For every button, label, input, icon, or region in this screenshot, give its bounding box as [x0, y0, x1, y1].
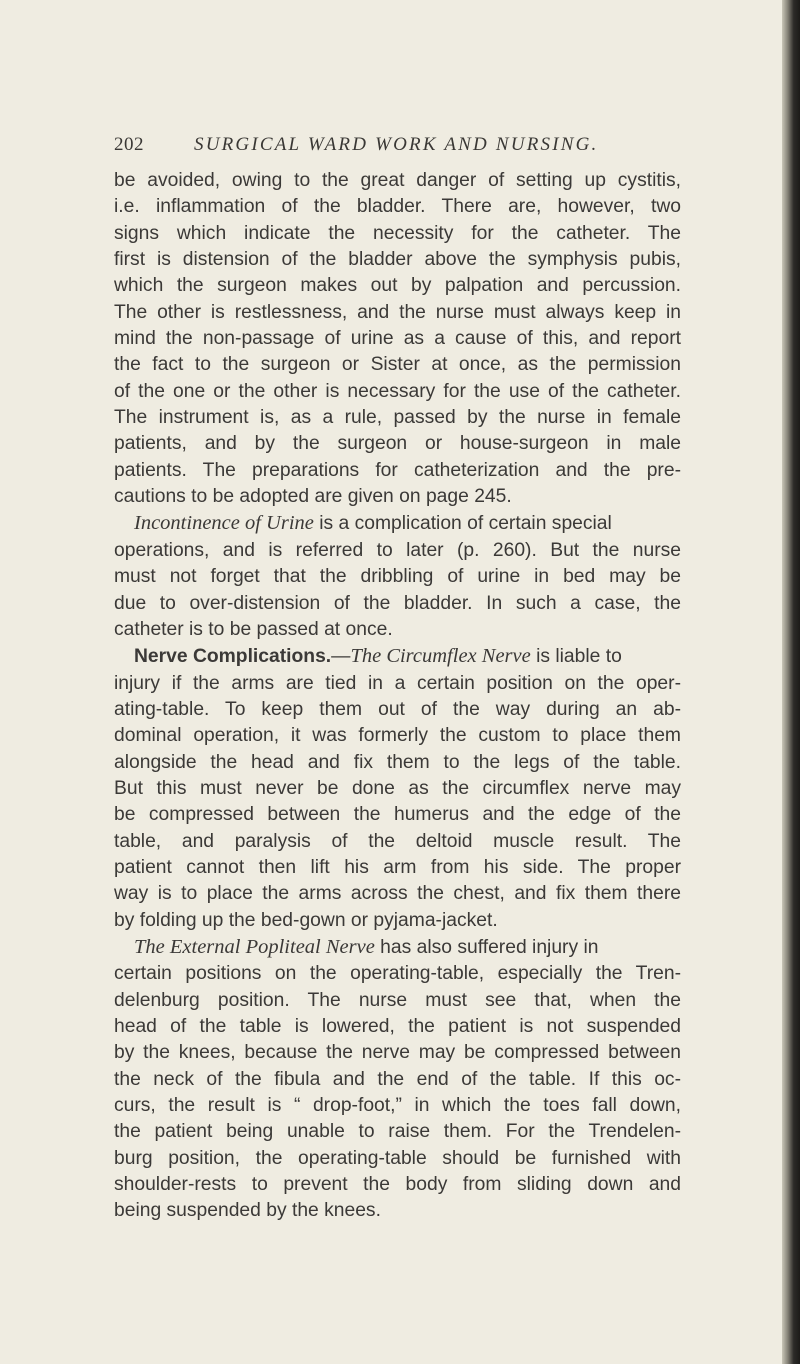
text-line: burg position, the operating-table should be furnished with [114, 1147, 681, 1169]
text-line: being suspended by the knees. [114, 1200, 381, 1222]
paragraph-popliteal-first-line [114, 934, 681, 961]
italic-term-popliteal: The External Popliteal Nerve [134, 935, 375, 958]
text-line: The other is restlessness, and the nurse must always keep in [114, 301, 681, 323]
text-line: dominal operation, it was formerly the custom to place them [114, 725, 681, 747]
text-line: shoulder-rests to prevent the body from sliding down and [114, 1174, 681, 1196]
italic-term-circumflex: The Circumflex Nerve [350, 645, 531, 668]
running-title: SURGICAL WARD WORK AND NURSING. [194, 134, 599, 155]
text-line: head of the table is lowered, the patient is not suspended [114, 1016, 681, 1037]
text-line: the fact to the surgeon or Sister at once, as the permission [114, 354, 681, 376]
text-line: the neck of the fibula and the end of the table. If this oc- [114, 1068, 681, 1090]
text-line: first is distension of the bladder above the symphysis pubis, [114, 249, 681, 271]
body-text [114, 168, 681, 1225]
text-line: curs, the result is “ drop-foot,” in which the toes fall down, [114, 1095, 681, 1117]
page-number: 202 [114, 134, 144, 155]
text-line: way is to place the arms across the chest, and fix them there [114, 883, 681, 905]
text-line: cautions to be adopted are given on page 245. [114, 486, 512, 508]
text-segment: is liable to [530, 646, 622, 668]
text-line: i.e. inflammation of the bladder. There are, however, two [114, 196, 681, 218]
text-line: be compressed between the humerus and the edge of the [114, 804, 681, 826]
text-line: by folding up the bed-gown or pyjama-jacket. [114, 909, 498, 931]
text-line: the patient being unable to raise them. For the Trendelen- [114, 1121, 681, 1143]
text-line: must not forget that the dribbling of urine in bed may be [114, 566, 681, 588]
text-line: patients. The preparations for catheterization and the pre- [114, 459, 681, 481]
text-line: be avoided, owing to the great danger of setting up cystitis, [114, 170, 681, 191]
page-edge-shadow [782, 0, 800, 1364]
text-line: patient cannot then lift his arm from his side. The proper [114, 856, 681, 878]
text-line: delenburg position. The nurse must see that, when the [114, 989, 681, 1011]
text-line: by the knees, because the nerve may be compressed between [114, 1042, 681, 1064]
paragraph-incontinence-first-line [114, 510, 681, 537]
text-segment: is a complication of certain special [313, 513, 612, 535]
text-line: The instrument is, as a rule, passed by the nurse in female [114, 407, 681, 429]
text-segment: has also suffered injury in [374, 936, 599, 958]
text-line: injury if the arms are tied in a certain position on the oper- [114, 672, 681, 694]
text-line: which the surgeon makes out by palpation and percussion. [114, 275, 681, 297]
text-line: But this must never be done as the circumflex nerve may [114, 777, 681, 799]
section-heading-nerve-complications: Nerve Complications. [134, 646, 332, 668]
text-line: due to over-distension of the bladder. In such a case, the [114, 592, 681, 614]
running-header [114, 134, 634, 156]
text-line: catheter is to be passed at once. [114, 618, 393, 640]
text-line: alongside the head and fix them to the legs of the table. [114, 751, 681, 773]
text-line: patients, and by the surgeon or house-surgeon in male [114, 433, 681, 455]
text-line: operations, and is referred to later (p. 260). But the nurse [114, 539, 681, 561]
text-line: ating-table. To keep them out of the way during an ab- [114, 698, 681, 720]
text-line: signs which indicate the necessity for the catheter. The [114, 222, 681, 244]
paragraph-nerve-first-line [114, 643, 681, 670]
text-line: table, and paralysis of the deltoid muscle result. The [114, 830, 681, 852]
text-line: of the one or the other is necessary for the use of the catheter. [114, 380, 681, 402]
text-line: mind the non-passage of urine as a cause of this, and report [114, 328, 681, 350]
em-dash: — [331, 646, 351, 668]
text-line: certain positions on the operating-table, especially the Tren- [114, 963, 681, 985]
italic-term-incontinence: Incontinence of Urine [134, 512, 314, 535]
